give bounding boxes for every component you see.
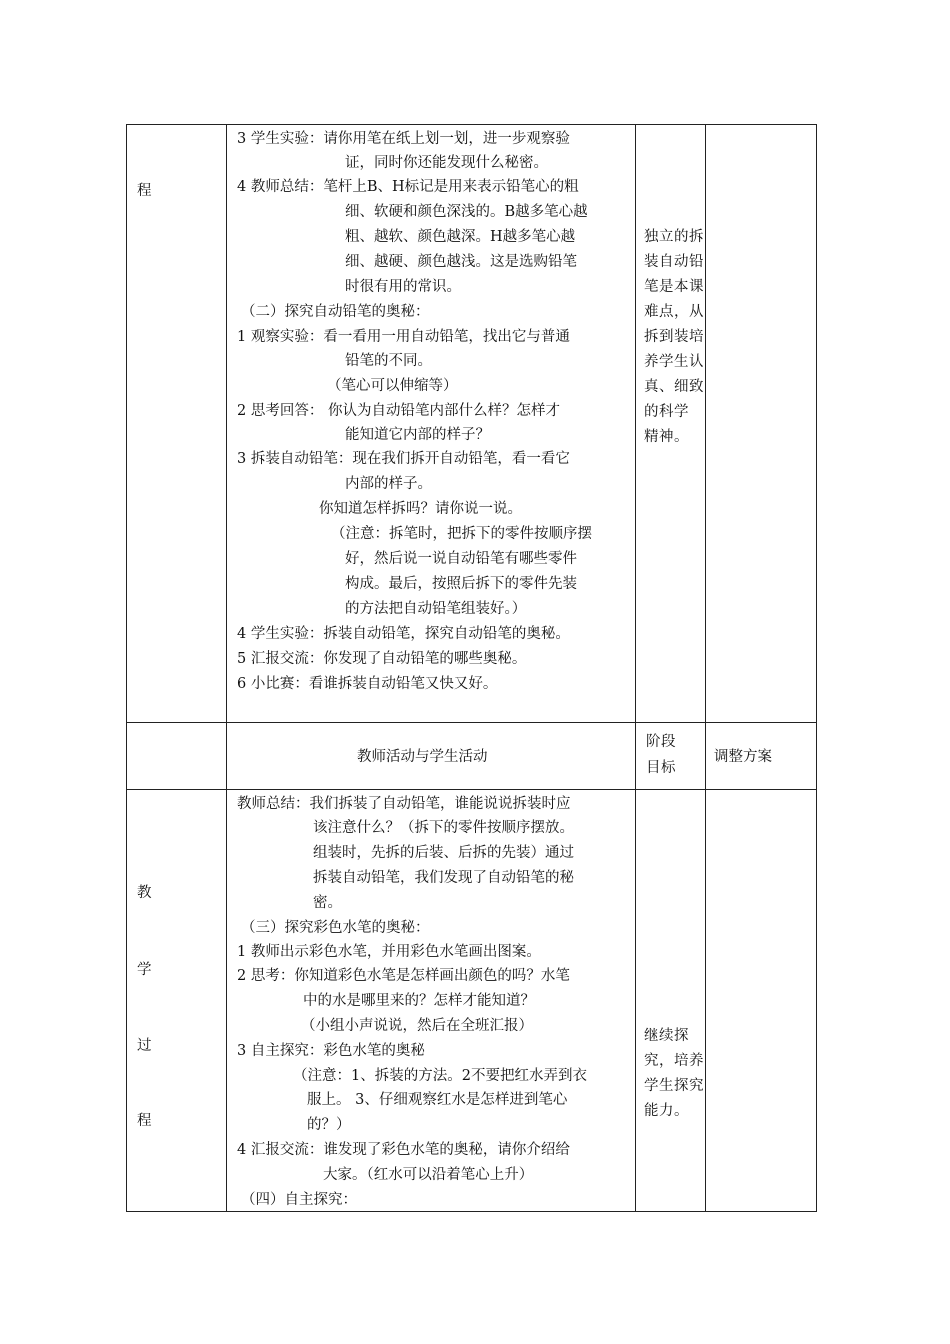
content-line: 的方法把自动铅笔组装好。） [345, 601, 527, 617]
content-line: 拆装自动铅笔，我们发现了自动铅笔的秘 [313, 870, 574, 886]
content-line: 粗、越软、颜色越深。H越多笔心越 [345, 229, 576, 245]
content-line: 大家。（红水可以沿着笔心上升） [323, 1167, 534, 1183]
stage-label-char: 程 [137, 1113, 152, 1129]
header-adjust-cell [706, 723, 817, 790]
header-adjust: 调整方案 [714, 749, 772, 765]
content-line: 组装时，先拆的后装、后拆的先装）通过 [313, 845, 574, 861]
header-empty-cell [127, 723, 227, 790]
content-line: （三）探究彩色水笔的奥秘： [241, 920, 430, 936]
content-line: 证，同时你还能发现什么秘密。 [345, 155, 548, 171]
stage-label-cell [127, 790, 227, 1212]
stage-goal-text: 独立的拆装自动铅笔是本课难点，从拆到装培养学生认真、细致的科学 精神。 [644, 229, 704, 445]
content-line: 能知道它内部的样子？ [345, 427, 490, 443]
content-line: 该注意什么？（拆下的零件按顺序摆放。 [313, 820, 574, 836]
content-line: 3 学生实验：请你用笔在纸上划一划，进一步观察验 [237, 131, 570, 147]
adjust-cell [706, 790, 817, 1212]
content-line: 5 汇报交流：你发现了自动铅笔的哪些奥秘。 [237, 651, 527, 667]
content-line: 4 学生实验：拆装自动铅笔，探究自动铅笔的奥秘。 [237, 626, 570, 642]
stage-label-char: 教 [137, 885, 152, 901]
header-goal: 阶段目标 [646, 734, 676, 776]
content-line: 4 汇报交流：谁发现了彩色水笔的奥秘，请你介绍给 [237, 1142, 570, 1158]
content-line: （小组小声说说，然后在全班汇报） [301, 1018, 533, 1034]
content-line: 细、软硬和颜色深浅的。B越多笔心越 [345, 204, 588, 220]
content-line: 6 小比赛：看谁拆装自动铅笔又快又好。 [237, 676, 498, 692]
table-row [127, 790, 817, 1212]
content-line: 细、越硬、颜色越浅。这是选购铅笔 [345, 254, 577, 270]
content-line: 构成。最后，按照后拆下的零件先装 [345, 576, 577, 592]
activity-cell [227, 790, 636, 1212]
content-line: （注意：拆笔时，把拆下的零件按顺序摆 [331, 526, 592, 542]
activity-cell [227, 125, 636, 723]
goal-cell [636, 790, 706, 1212]
lesson-plan-table [126, 124, 817, 1212]
content-line: 密。 [313, 895, 342, 911]
content-line: （二）探究自动铅笔的奥秘： [241, 304, 430, 320]
stage-label-cell [127, 125, 227, 723]
content-line: 1 教师出示彩色水笔，并用彩色水笔画出图案。 [237, 944, 541, 960]
adjust-cell [706, 125, 817, 723]
stage-goal-text: 继续探究，培养学生探究能力。 [644, 1028, 704, 1119]
content-line: 你知道怎样拆吗？请你说一说。 [319, 501, 522, 517]
content-line: 服上。 3、仔细观察红水是怎样进到笔心 [307, 1092, 568, 1108]
content-line: 4 教师总结：笔杆上B、H标记是用来表示铅笔心的粗 [237, 179, 579, 195]
content-line: 的？） [307, 1117, 351, 1133]
content-line: 1 观察实验：看一看用一用自动铅笔，找出它与普通 [237, 329, 570, 345]
table-row [127, 125, 817, 723]
stage-label-char: 过 [137, 1038, 152, 1054]
content-line: 中的水是哪里来的？怎样才能知道？ [303, 993, 535, 1009]
header-activity: 教师活动与学生活动 [357, 749, 488, 765]
content-line: 3 自主探究：彩色水笔的奥秘 [237, 1043, 425, 1059]
header-row [127, 723, 817, 790]
content-line: 铅笔的不同。 [345, 353, 432, 369]
content-line: 教师总结：我们拆装了自动铅笔，谁能说说拆装时应 [237, 796, 571, 812]
header-activity-cell [227, 723, 636, 790]
content-line: （四）自主探究： [241, 1192, 357, 1208]
content-line: 好，然后说一说自动铅笔有哪些零件 [345, 551, 577, 567]
content-line: 2 思考回答： 你认为自动铅笔内部什么样？怎样才 [237, 403, 560, 419]
content-line: （注意：1、拆装的方法。2不要把红水弄到衣 [293, 1068, 587, 1084]
goal-cell [636, 125, 706, 723]
content-line: （笔心可以伸缩等） [327, 378, 458, 394]
content-line: 2 思考：你知道彩色水笔是怎样画出颜色的吗？水笔 [237, 968, 570, 984]
stage-label-char: 学 [137, 962, 152, 978]
stage-label: 程 [137, 183, 152, 199]
header-goal-cell [636, 723, 706, 790]
content-line: 3 拆装自动铅笔：现在我们拆开自动铅笔，看一看它 [237, 451, 570, 467]
content-line: 时很有用的常识。 [345, 279, 461, 295]
content-line: 内部的样子。 [345, 476, 432, 492]
